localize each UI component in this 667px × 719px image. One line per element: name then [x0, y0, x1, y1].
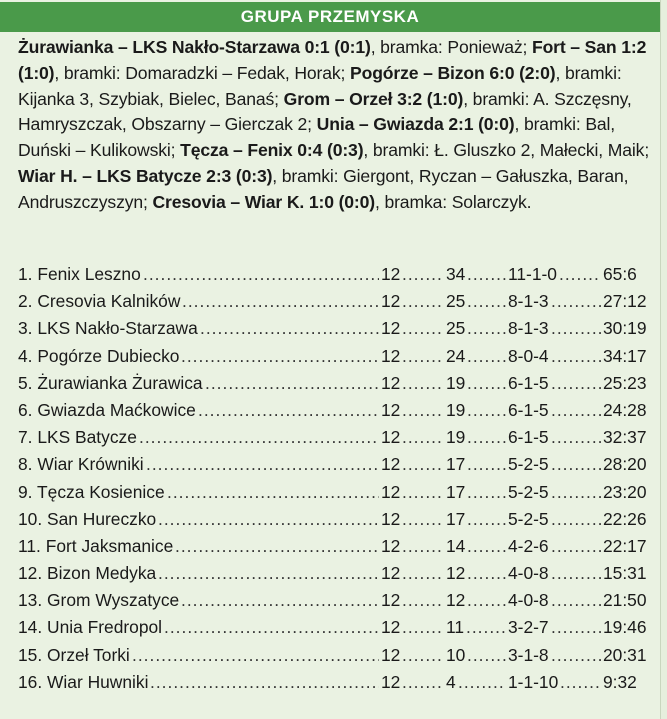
dot-leader	[402, 587, 444, 614]
match-score: Wiar H. – LKS Batycze 2:3 (0:3)	[18, 165, 273, 186]
points: 25	[446, 318, 466, 339]
dot-leader	[402, 397, 444, 424]
dot-leader	[402, 479, 444, 506]
games-played: 12	[381, 318, 401, 339]
match-score: Cresovia – Wiar K. 1:0 (0:0)	[152, 191, 375, 212]
points: 34	[446, 264, 466, 284]
games-played: 12	[381, 590, 401, 611]
points: 19	[446, 399, 466, 420]
team-name: 14. Unia Fredropol	[18, 617, 163, 638]
table-row	[18, 669, 652, 696]
section-header	[0, 2, 660, 32]
table-row	[18, 424, 652, 451]
dot-leader	[402, 261, 444, 288]
table-row	[18, 451, 652, 478]
dot-leader	[143, 261, 379, 288]
match-score: Fort – San 1:2 (1:0)	[18, 37, 647, 83]
team-name: 8. Wiar Krówniki	[18, 454, 144, 475]
dot-leader	[467, 315, 506, 342]
points: 24	[446, 345, 466, 366]
win-draw-loss: 5-2-5	[508, 454, 549, 475]
dot-leader	[164, 614, 379, 641]
table-row	[18, 614, 652, 641]
match-score: Unia – Gwiazda 2:1 (0:0)	[316, 114, 515, 135]
dot-leader	[167, 479, 379, 506]
games-played: 12	[381, 454, 401, 475]
dot-leader	[402, 288, 444, 315]
match-results-paragraph	[18, 35, 652, 216]
dot-leader	[458, 669, 506, 696]
win-draw-loss: 3-2-7	[508, 617, 549, 638]
games-played: 12	[381, 399, 401, 420]
table-row	[18, 397, 652, 424]
dot-leader	[158, 560, 379, 587]
win-draw-loss: 6-1-5	[508, 427, 549, 448]
dot-leader	[181, 343, 379, 370]
dot-leader	[551, 315, 601, 342]
match-score: Grom – Orzeł 3:2 (1:0)	[283, 88, 464, 109]
dot-leader	[551, 587, 601, 614]
goal-ratio: 28:20	[603, 454, 647, 475]
table-row	[18, 288, 652, 315]
win-draw-loss: 6-1-5	[508, 372, 549, 393]
win-draw-loss: 5-2-5	[508, 481, 549, 502]
match-scorers: , bramki: Giergont, Ryczan – Gałuszka, Baran, Andruszczyszyn;	[18, 165, 629, 212]
goal-ratio: 23:20	[603, 481, 647, 502]
dot-leader	[467, 479, 506, 506]
match-scorers: , bramki: Domaradzki – Fedak, Horak;	[54, 62, 351, 83]
dot-leader	[402, 642, 444, 669]
goal-ratio: 20:31	[603, 644, 647, 665]
dot-leader	[551, 506, 601, 533]
match-scorers: , bramki: Kijanka 3, Szybiak, Bielec, Banaś;	[18, 62, 622, 109]
dot-leader	[551, 343, 601, 370]
points: 14	[446, 535, 466, 556]
points: 12	[446, 563, 466, 584]
points: 19	[446, 372, 466, 393]
dot-leader	[402, 315, 444, 342]
match-scorers: , bramki: A. Szczęsny, Hamryszczak, Obszarny – Gierczak 2;	[18, 88, 632, 135]
dot-leader	[181, 587, 379, 614]
team-name: 3. LKS Nakło-Starzawa	[18, 318, 198, 339]
games-played: 12	[381, 481, 401, 502]
dot-leader	[402, 451, 444, 478]
match-score: Żurawianka – LKS Nakło-Starzawa 0:1 (0:1)	[18, 37, 371, 57]
dot-leader	[158, 506, 379, 533]
match-score: Pogórze – Bizon 6:0 (2:0)	[350, 62, 556, 83]
points: 25	[446, 291, 466, 312]
goal-ratio: 15:31	[603, 563, 647, 584]
dot-leader	[200, 315, 379, 342]
dot-leader	[551, 479, 601, 506]
team-name: 4. Pogórze Dubiecko	[18, 345, 180, 366]
win-draw-loss: 1-1-10	[508, 671, 559, 692]
dot-leader	[402, 533, 444, 560]
points: 17	[446, 454, 466, 475]
dot-leader	[559, 261, 601, 288]
dot-leader	[132, 642, 379, 669]
dot-leader	[402, 614, 444, 641]
goal-ratio: 22:26	[603, 508, 647, 529]
dot-leader	[139, 424, 379, 451]
team-name: 11. Fort Jaksmanice	[18, 535, 174, 556]
dot-leader	[467, 343, 506, 370]
dot-leader	[551, 614, 601, 641]
dot-leader	[402, 560, 444, 587]
win-draw-loss: 4-0-8	[508, 563, 549, 584]
goal-ratio: 22:17	[603, 535, 647, 556]
table-row	[18, 261, 652, 288]
points: 11	[446, 617, 465, 638]
points: 17	[446, 481, 466, 502]
dot-leader	[467, 261, 506, 288]
dot-leader	[182, 288, 379, 315]
dot-leader	[467, 451, 506, 478]
dot-leader	[467, 533, 506, 560]
dot-leader	[467, 288, 506, 315]
dot-leader	[150, 669, 379, 696]
dot-leader	[551, 424, 601, 451]
team-name: 5. Żurawianka Żurawica	[18, 372, 203, 393]
team-name: 7. LKS Batycze	[18, 427, 137, 448]
dot-leader	[467, 506, 506, 533]
points: 10	[446, 644, 466, 665]
win-draw-loss: 11-1-0	[508, 264, 557, 284]
table-row	[18, 479, 652, 506]
dot-leader	[198, 397, 379, 424]
dot-leader	[551, 288, 601, 315]
games-played: 12	[381, 535, 401, 556]
match-score: Tęcza – Fenix 0:4 (0:3)	[180, 140, 364, 161]
table-row	[18, 343, 652, 370]
table-row	[18, 533, 652, 560]
dot-leader	[560, 669, 601, 696]
team-name: 9. Tęcza Kosienice	[18, 481, 165, 502]
match-scorers: , bramka: Solarczyk.	[374, 191, 532, 212]
games-played: 12	[381, 617, 401, 638]
dot-leader	[175, 533, 379, 560]
win-draw-loss: 3-1-8	[508, 644, 549, 665]
dot-leader	[551, 533, 601, 560]
goal-ratio: 65:6	[603, 264, 637, 284]
league-table	[18, 261, 652, 696]
goal-ratio: 34:17	[603, 345, 647, 366]
goal-ratio: 24:28	[603, 399, 647, 420]
dot-leader	[402, 506, 444, 533]
goal-ratio: 32:37	[603, 427, 647, 448]
table-row	[18, 370, 652, 397]
team-name: 12. Bizon Medyka	[18, 563, 157, 584]
match-scorers: , bramki: Bal, Duński – Kulikowski;	[18, 114, 616, 161]
win-draw-loss: 8-1-3	[508, 291, 549, 312]
dot-leader	[551, 397, 601, 424]
match-scorers: , bramka: Ponieważ;	[370, 37, 532, 57]
dot-leader	[467, 397, 506, 424]
goal-ratio: 21:50	[603, 590, 647, 611]
dot-leader	[146, 451, 379, 478]
games-played: 12	[381, 563, 401, 584]
dot-leader	[551, 642, 601, 669]
points: 17	[446, 508, 466, 529]
table-row	[18, 315, 652, 342]
dot-leader	[551, 451, 601, 478]
games-played: 12	[381, 508, 401, 529]
section-title: GRUPA PRZEMYSKA	[240, 7, 420, 26]
team-name: 13. Grom Wyszatyce	[18, 590, 180, 611]
games-played: 12	[381, 345, 401, 366]
dot-leader	[402, 370, 444, 397]
win-draw-loss: 8-0-4	[508, 345, 549, 366]
table-row	[18, 506, 652, 533]
table-row	[18, 587, 652, 614]
goal-ratio: 19:46	[603, 617, 647, 638]
dot-leader	[467, 642, 506, 669]
games-played: 12	[381, 644, 401, 665]
games-played: 12	[381, 291, 401, 312]
win-draw-loss: 8-1-3	[508, 318, 549, 339]
dot-leader	[551, 560, 601, 587]
points: 12	[446, 590, 466, 611]
dot-leader	[467, 370, 506, 397]
dot-leader	[402, 424, 444, 451]
dot-leader	[205, 370, 379, 397]
games-played: 12	[381, 427, 401, 448]
dot-leader	[551, 370, 601, 397]
team-name: 1. Fenix Leszno	[18, 264, 141, 284]
match-scorers: , bramki: Ł. Gluszko 2, Małecki, Maik;	[363, 140, 650, 161]
dot-leader	[467, 587, 506, 614]
win-draw-loss: 4-0-8	[508, 590, 549, 611]
dot-leader	[466, 614, 506, 641]
games-played: 12	[381, 264, 401, 284]
dot-leader	[402, 343, 444, 370]
dot-leader	[467, 424, 506, 451]
team-name: 6. Gwiazda Maćkowice	[18, 399, 196, 420]
goal-ratio: 25:23	[603, 372, 647, 393]
team-name: 15. Orzeł Torki	[18, 644, 130, 665]
points: 19	[446, 427, 466, 448]
goal-ratio: 30:19	[603, 318, 647, 339]
table-row	[18, 642, 652, 669]
games-played: 12	[381, 372, 401, 393]
points: 4	[446, 671, 456, 692]
table-row	[18, 560, 652, 587]
goal-ratio: 9:32	[603, 671, 637, 692]
games-played: 12	[381, 671, 401, 692]
dot-leader	[402, 669, 444, 696]
win-draw-loss: 6-1-5	[508, 399, 549, 420]
team-name: 16. Wiar Huwniki	[18, 671, 149, 692]
dot-leader	[467, 560, 506, 587]
win-draw-loss: 4-2-6	[508, 535, 549, 556]
team-name: 10. San Hureczko	[18, 508, 157, 529]
goal-ratio: 27:12	[603, 291, 647, 312]
team-name: 2. Cresovia Kalników	[18, 291, 181, 312]
win-draw-loss: 5-2-5	[508, 508, 549, 529]
